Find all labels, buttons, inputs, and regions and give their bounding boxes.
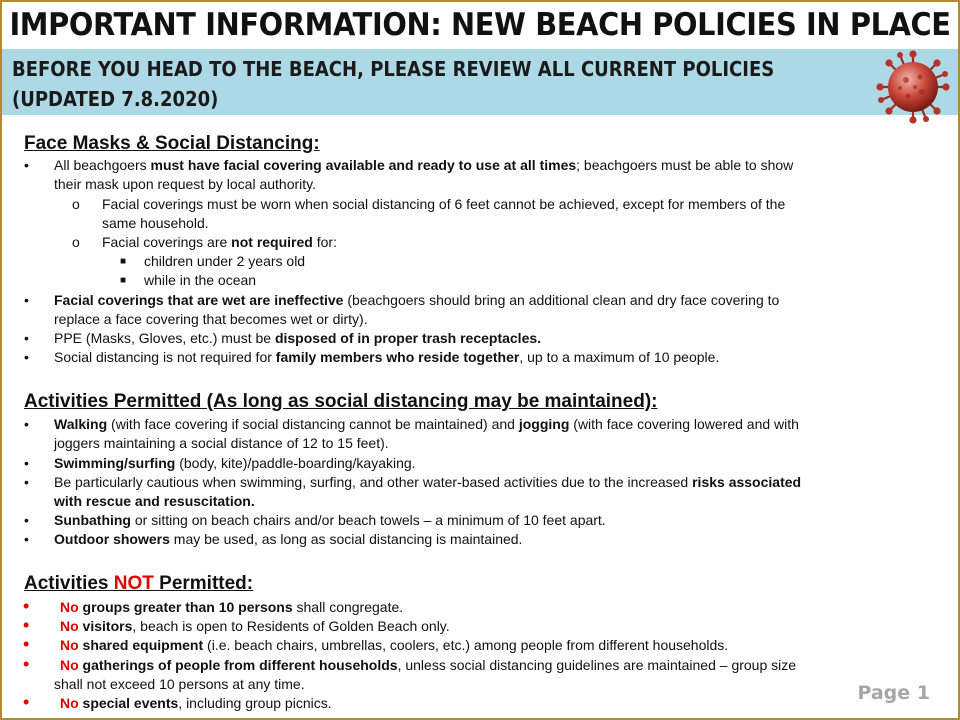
bullet-icon: • (24, 474, 29, 490)
bullet-icon: • (24, 455, 29, 471)
square-bullet-icon: ■ (120, 256, 127, 267)
page-number: Page 1 (857, 682, 930, 704)
info-banner (2, 49, 958, 115)
section-heading-not-permitted: Activities NOT Permitted: (24, 573, 254, 594)
circle-bullet-icon: o (72, 234, 80, 250)
red-bullet-icon: • (23, 634, 30, 654)
banner-line-1: BEFORE YOU HEAD TO THE BEACH, PLEASE REVIEW ALL CURRENT POLICIES (12, 57, 775, 81)
bullet-icon: • (24, 416, 29, 432)
coronavirus-icon (876, 50, 950, 124)
section-heading-permitted: Activities Permitted (As long as social distancing may be maintained): (24, 391, 658, 412)
banner-line-2: (UPDATED 7.8.2020) (12, 87, 219, 111)
red-bullet-icon: • (23, 596, 30, 616)
circle-bullet-icon: o (72, 196, 80, 212)
emphasis-text: groups greater than 10 persons (78, 599, 293, 615)
red-bullet-icon: • (23, 615, 30, 635)
red-bullet-icon: • (23, 654, 30, 674)
bullet-icon: • (24, 330, 29, 346)
bullet-icon: • (24, 292, 29, 308)
bullet-icon: • (24, 512, 29, 528)
page-title: IMPORTANT INFORMATION: NEW BEACH POLICIES IN PLACE (9, 7, 951, 43)
bullet-icon: • (24, 157, 29, 173)
red-bullet-icon: • (23, 692, 30, 712)
bullet-icon: • (24, 531, 29, 547)
bullet-icon: • (24, 349, 29, 365)
no-keyword: No (60, 599, 79, 615)
section-heading-masks: Face Masks & Social Distancing: (24, 133, 320, 154)
square-bullet-icon: ■ (120, 275, 127, 286)
slide-page: IMPORTANT INFORMATION: NEW BEACH POLICIES IN PLACE BEFORE YOU HEAD TO THE BEACH, PLEASE REVIEW ALL CURRENT POLICIES (UPDATED 7.8.2020) Face Masks & Social Distancing: • All beachgoers must have facial covering available and ready to use at all times; beachgoers must be able to show their mask upon request by local authority. o Facial coverings must be worn when social distancing of 6 feet cannot be achieved, except for members of the same household. o Facial coverings are not required for: ■ children under 2 years old ■ while in the ocean • Facial coverings that are wet are ineffective (beachgoers should bring an additional clean and dry face covering to replace a face covering that becomes wet or dirty). • PPE (Masks, Gloves, etc.) must be disposed of in proper trash receptacles. • Social distancing is not required for family members who reside together, up to a maximum of 10 people. Activities Permitted (As long as social distancing may be maintained): • Walking (with face covering if social distancing cannot be maintained) and jogging (with face covering lowered and with joggers maintaining a social distance of 12 to 15 feet). • Swimming/surfing (body, kite)/paddle-boarding/kayaking. • Be particularly cautious when swimming, surfing, and other water-based activities due to the increased risks associated with rescue and resuscitation. • Sunbathing or sitting on beach chairs and/or beach towels – a minimum of 10 feet apart. • Outdoor showers may be used, as long as social distancing is maintained. Activities NOT Permitted: • No groups greater than 10 persons shall congregate. • No visitors, beach is open to Residents of Golden Beach only. • No shared equipment (i.e. beach chairs, umbrellas, coolers, etc.) among people from different households. • No gatherings of people from different households, unless social distancing guidelines are maintained – group size shall not exceed 10 persons at any time. • No special events, including group picnics. Page 1 (0, 0, 960, 720)
